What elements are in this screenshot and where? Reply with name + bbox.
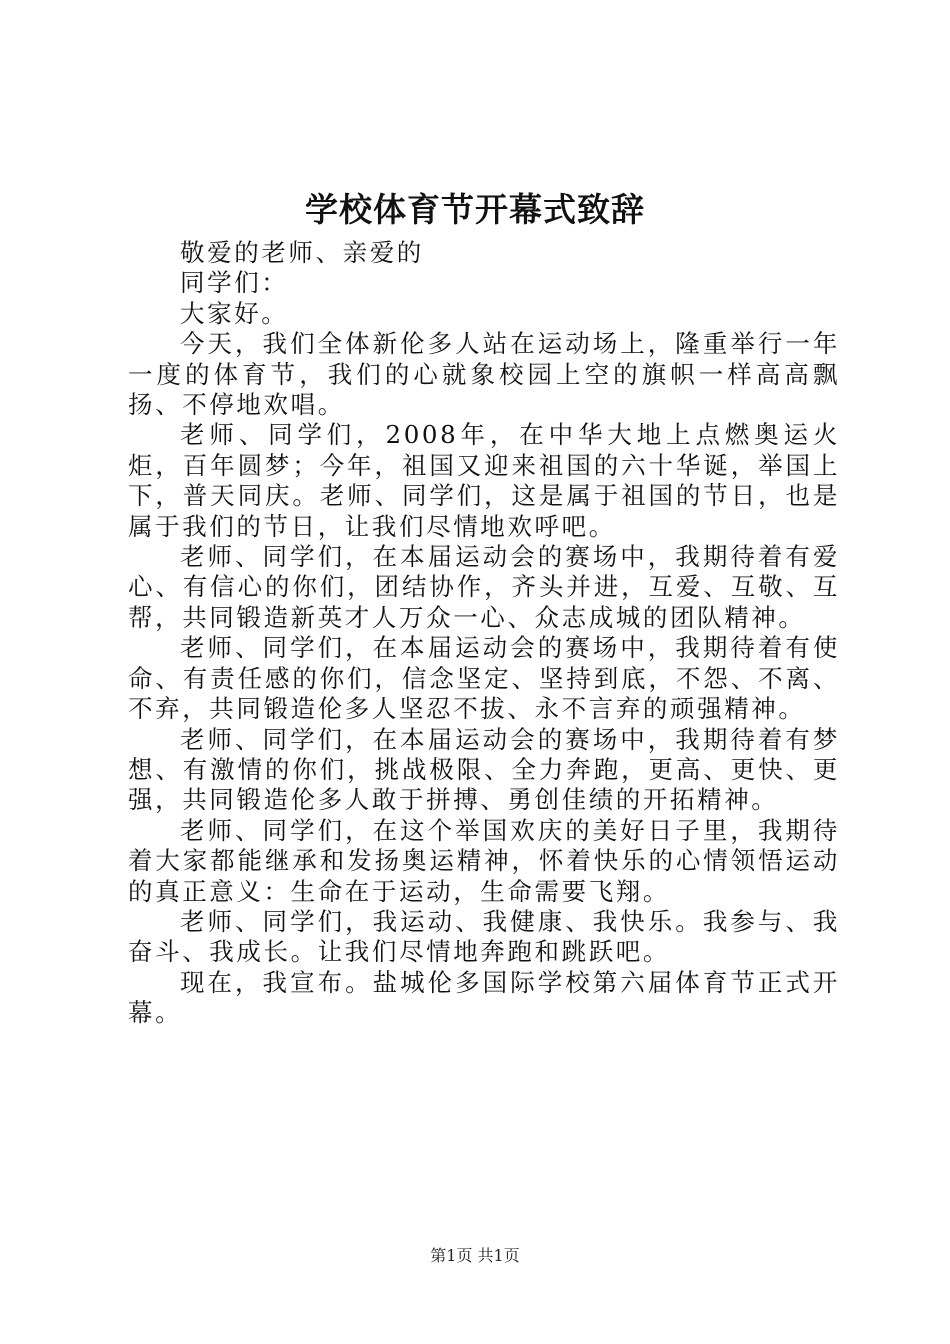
salutation-line-2: 同学们： [180,268,289,298]
paragraph: 老师、同学们，2008年，在中华大地上点燃奥运火炬，百年圆梦；今年，祖国又迎来祖国的六十华诞，举国上下，普天同庆。老师、同学们，这是属于祖国的节日，也是属于我们的节日，让我们尽情地欢呼吧。 [128,420,840,541]
paragraph: 今天，我们全体新伦多人站在运动场上，隆重举行一年一度的体育节，我们的心就象校园上空的旗帜一样高高飘扬、不停地欢唱。 [128,329,840,420]
paragraph: 老师、同学们，我运动、我健康、我快乐。我参与、我奋斗、我成长。让我们尽情地奔跑和跳跃吧。 [128,906,840,967]
paragraph: 老师、同学们，在这个举国欢庆的美好日子里，我期待着大家都能继承和发扬奥运精神，怀着快乐的心情领悟运动的真正意义：生命在于运动，生命需要飞翔。 [128,815,840,906]
salutation-line-1: 敬爱的老师、亲爱的 [180,238,424,267]
document-title: 学校体育节开幕式致辞 [305,190,645,229]
document-body [128,238,840,1029]
paragraph: 老师、同学们，在本届运动会的赛场中，我期待着有梦想、有激情的你们，挑战极限、全力奔跑，更高、更快、更强，共同锻造伦多人敢于拼搏、勇创佳绩的开拓精神。 [128,724,840,815]
page-footer: 第1页 共1页 [430,1246,520,1265]
paragraph: 老师、同学们，在本届运动会的赛场中，我期待着有使命、有责任感的你们，信念坚定、坚持到底，不怨、不离、不弃，共同锻造伦多人坚忍不拔、永不言弃的顽强精神。 [128,633,840,724]
greeting: 大家好。 [180,298,289,328]
closing-announcement: 现在，我宣布。盐城伦多国际学校第六届体育节正式开幕。 [128,967,840,1028]
paragraph: 老师、同学们，在本届运动会的赛场中，我期待着有爱心、有信心的你们，团结协作，齐头并进，互爱、互敬、互帮，共同锻造新英才人万众一心、众志成城的团队精神。 [128,542,840,632]
